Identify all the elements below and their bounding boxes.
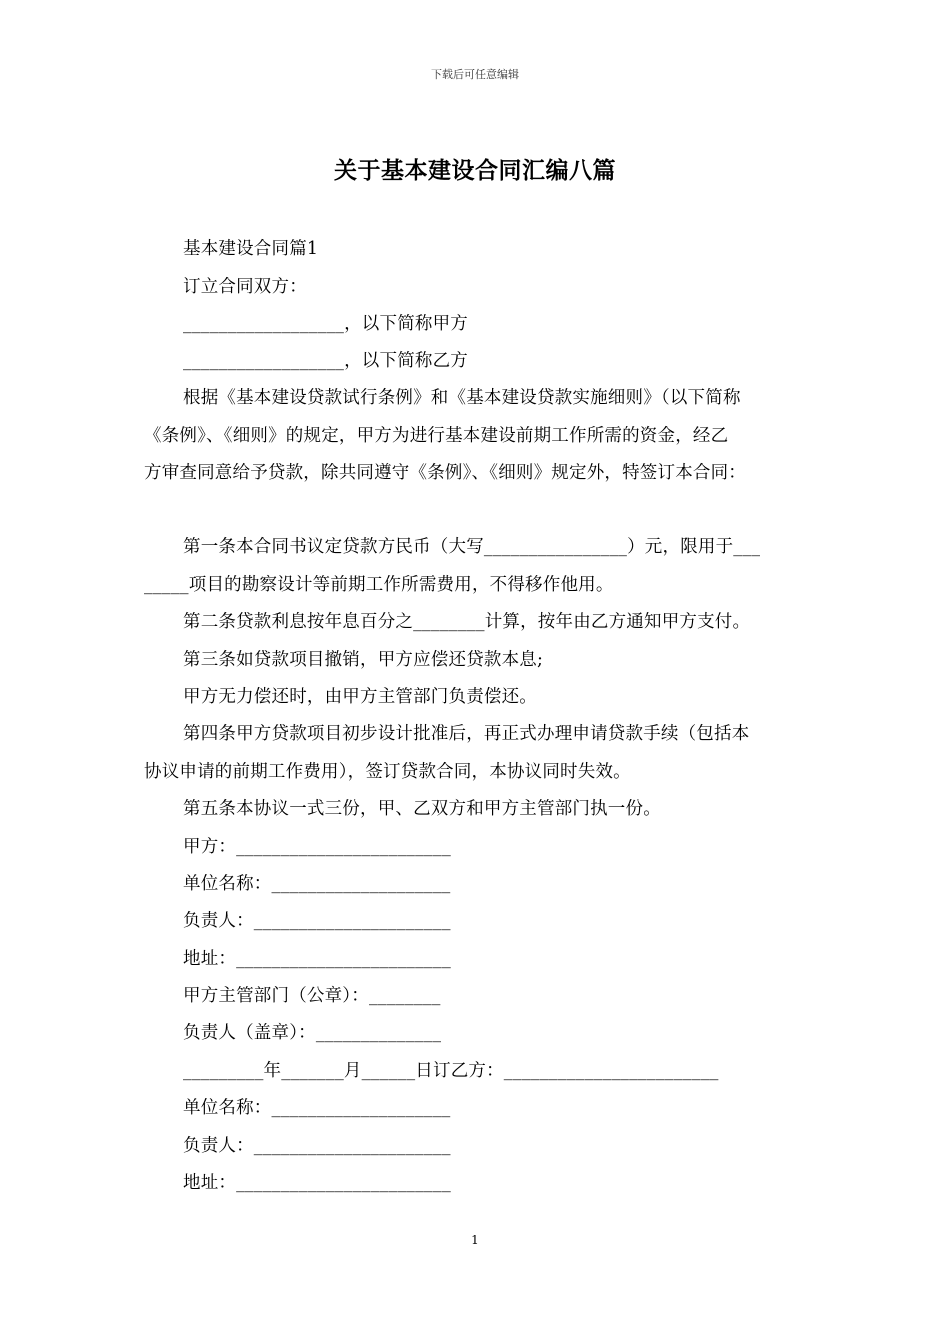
party-b-line: __________________，以下简称乙方 — [183, 351, 468, 371]
header-note: 下载后可任意编辑 — [431, 68, 519, 81]
section-heading: 基本建设合同篇1 — [183, 239, 319, 259]
party-a-unit-name-field: 单位名称：____________________ — [183, 874, 451, 894]
party-a-responsible-field: 负责人：______________________ — [183, 911, 451, 931]
article-1-line-2: _____项目的勘察设计等前期工作所需费用，不得移作他用。 — [144, 575, 614, 595]
preamble-line-1: 根据《基本建设贷款试行条例》和《基本建设贷款实施细则》（以下简称 — [183, 388, 741, 408]
preamble-line-2: 《条例》、《细则》的规定，甲方为进行基本建设前期工作所需的资金，经乙 — [144, 426, 729, 446]
document-title: 关于基本建设合同汇编八篇 — [334, 157, 616, 184]
supervising-dept-field: 甲方主管部门（公章）：________ — [183, 986, 441, 1006]
parties-label: 订立合同双方： — [183, 277, 307, 297]
preamble-line-3: 方审查同意给予贷款，除共同遵守《条例》、《细则》规定外，特签订本合同： — [144, 463, 746, 483]
article-4-line-1: 第四条甲方贷款项目初步设计批准后，再正式办理申请贷款手续（包括本 — [183, 724, 750, 744]
party-a-field: 甲方：________________________ — [183, 837, 451, 857]
article-3-line-2: 甲方无力偿还时，由甲方主管部门负责偿还。 — [183, 687, 537, 707]
party-b-address-field: 地址：________________________ — [183, 1173, 451, 1193]
article-5: 第五条本协议一式三份，甲、乙双方和甲方主管部门执一份。 — [183, 799, 661, 819]
article-1-line-1: 第一条本合同书议定贷款方民币（大写________________）元，限用于___ — [183, 537, 761, 557]
article-3-line-1: 第三条如贷款项目撤销，甲方应偿还贷款本息; — [183, 650, 544, 670]
article-2: 第二条贷款利息按年息百分之________计算，按年由乙方通知甲方支付。 — [183, 612, 751, 632]
party-b-responsible-field: 负责人：______________________ — [183, 1136, 451, 1156]
party-a-address-field: 地址：________________________ — [183, 949, 451, 969]
article-4-line-2: 协议申请的前期工作费用），签订贷款合同，本协议同时失效。 — [144, 762, 631, 782]
party-a-line: __________________，以下简称甲方 — [183, 314, 468, 334]
supervising-responsible-field: 负责人（盖章）：______________ — [183, 1023, 442, 1043]
date-and-party-b-field: _________年_______月______日订乙方：________________________ — [183, 1061, 719, 1081]
page-number: 1 — [471, 1233, 479, 1247]
party-b-unit-name-field: 单位名称：____________________ — [183, 1098, 451, 1118]
